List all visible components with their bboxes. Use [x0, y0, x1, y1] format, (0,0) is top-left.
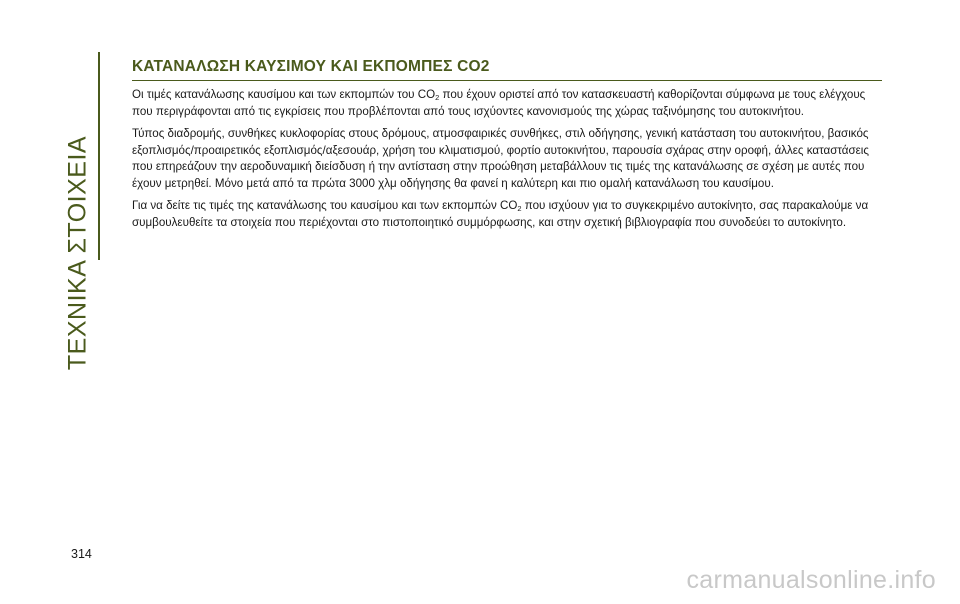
paragraph-1-text-a: Οι τιμές κατανάλωσης καυσίμου και των εκπομπών του CO	[132, 88, 436, 101]
co2-subscript: 2	[435, 93, 440, 102]
chapter-side-title-text: ΤΕΧΝΙΚΑ ΣΤΟΙΧΕΙΑ	[63, 135, 92, 371]
co2-subscript: 2	[517, 204, 522, 213]
section-title: ΚΑΤΑΝΑΛΩΣΗ ΚΑΥΣΙΜΟΥ ΚΑΙ ΕΚΠΟΜΠΕΣ CO2	[132, 58, 882, 81]
paragraph-influencing-factors: Τύπος διαδρομής, συνθήκες κυκλοφορίας στους δρόμους, ατμοσφαιρικές συνθήκες, στιλ οδήγησης, γενική κατάσταση του αυτοκινήτου, βασικός εξοπλισμός/προαιρετικός εξοπλισμός/αξεσουάρ, χρήση του κλιματισμού, φορτίο αυτοκινήτου, παρουσία σχάρας στην οροφή, άλλες καταστάσεις που επηρεάζουν την αεροδυναμική διείσδυση ή την αντίσταση στην προώθηση μεταβάλλουν τις τιμές της κατανάλωσης σε σχέση με αυτές που έχουν μετρηθεί. Μόνο μετά από τα πρώτα 3000 χλμ οδήγησης θα φανεί η καλύτερη και πιο ομαλή κατανάλωση του καυσίμου.	[132, 127, 869, 190]
paragraph-1-text-b: που έχουν οριστεί από τον κατασκευαστή καθορίζονται σύμφωνα με τους ελέγχους που περιγράφονται από τις εγκρίσεις που προβλέπονται από τους ισχύοντες κανονισμούς της χώρας ταξινόμησης του αυτοκινήτου.	[132, 88, 866, 118]
paragraph-certificate-reference	[132, 198, 882, 231]
chapter-side-rule	[98, 52, 100, 260]
paragraph-3-text-a: Για να δείτε τις τιμές της κατανάλωσης του καυσίμου και των εκπομπών CO	[132, 199, 518, 212]
watermark-text: carmanualsonline.info	[686, 566, 936, 594]
page-number: 314	[71, 547, 92, 561]
paragraph-consumption-values	[132, 87, 882, 120]
paragraph-3-text-b: που ισχύουν για το συγκεκριμένο αυτοκίνητο, σας παρακαλούμε να συμβουλευθείτε τα στοιχεία που περιέχονται στο πιστοποιητικό συμμόρφωσης, και στην σχετική βιβλιογραφία που συνοδεύει το αυτοκίνητο.	[132, 199, 869, 229]
page-content	[132, 58, 882, 231]
